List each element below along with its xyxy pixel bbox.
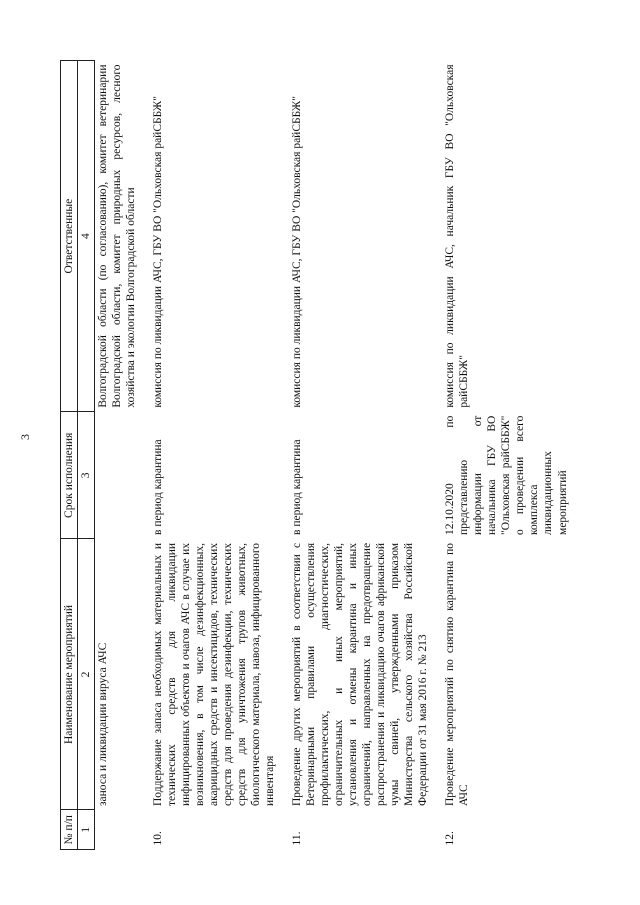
row-deadline: 12.10.2020 по представлению информации от начальника ГБУ ВО "Ольховская райСББЖ" о проведении всего комплекса ликвидационных мероприятий	[444, 415, 569, 535]
row-measure: Поддержание запаса необходимых материальных и технических средств для ликвидации инфицированных объектов и очагов АЧС в случае их возникновения, в том числе дезинфекционных, акарицидных средств и инсектицидов, технических средств для проведения дезинфекции, технических средств для уничтожения трупов животных, биологического материала, навоза, инфицированного инвентаря	[152, 542, 277, 806]
continued-name: заноса и ликвидации вируса АЧС	[97, 642, 110, 806]
row-responsible: комиссия по ликвидации АЧС, ГБУ ВО "Ольховская райСББЖ"	[152, 96, 165, 408]
table-row	[431, 61, 570, 850]
continued-row	[95, 61, 140, 850]
column-number: 4	[78, 61, 95, 412]
row-number: 12.	[444, 831, 457, 846]
continued-num	[95, 810, 140, 850]
table-row	[278, 61, 431, 850]
column-number: 3	[78, 412, 95, 539]
continued-responsible: Волгоградской области (по согласованию), комитет ветеринарии Волгоградской области, комитет природных ресурсов, лесного хозяйства и экологии Волгоградской области	[97, 64, 138, 408]
column-number: 2	[78, 539, 95, 810]
measures-table	[60, 60, 571, 850]
row-number: 11.	[291, 831, 304, 846]
row-measure: Проведение мероприятий по снятию карантина по АЧС	[444, 542, 471, 806]
row-responsible: комиссия по ликвидации АЧС, ГБУ ВО "Ольховская райСББЖ"	[291, 96, 304, 408]
document-table-sheet	[60, 60, 580, 850]
header-name: Наименование мероприятий	[61, 539, 78, 810]
header-responsible: Ответственные	[61, 61, 78, 412]
header-row	[61, 61, 78, 850]
column-number-row	[78, 61, 95, 850]
row-deadline: в период карантина	[152, 439, 165, 535]
continued-deadline	[95, 412, 140, 539]
header-num: № п/п	[61, 810, 78, 850]
column-number: 1	[78, 810, 95, 850]
row-responsible: комиссия по ликвидации АЧС, начальник ГБУ ВО "Ольховская райСББЖ"	[444, 64, 471, 408]
row-number: 10.	[152, 831, 165, 846]
row-deadline: в период карантина	[291, 439, 304, 535]
page-number: 3	[18, 434, 32, 440]
row-measure: Проведение других мероприятий в соответствии с Ветеринарными правилами осуществления профилактических, диагностических, ограничительных и иных мероприятий, установления и отмены карантина и иных ограничений, направленных на предотвращение распространения и ликвидацию очагов африканской чумы свиней, утвержденными приказом Министерства сельского хозяйства Российской Федерации от 31 мая 2016 г. № 213	[291, 542, 430, 806]
table-row	[139, 61, 278, 850]
header-deadline: Срок исполнения	[61, 412, 78, 539]
